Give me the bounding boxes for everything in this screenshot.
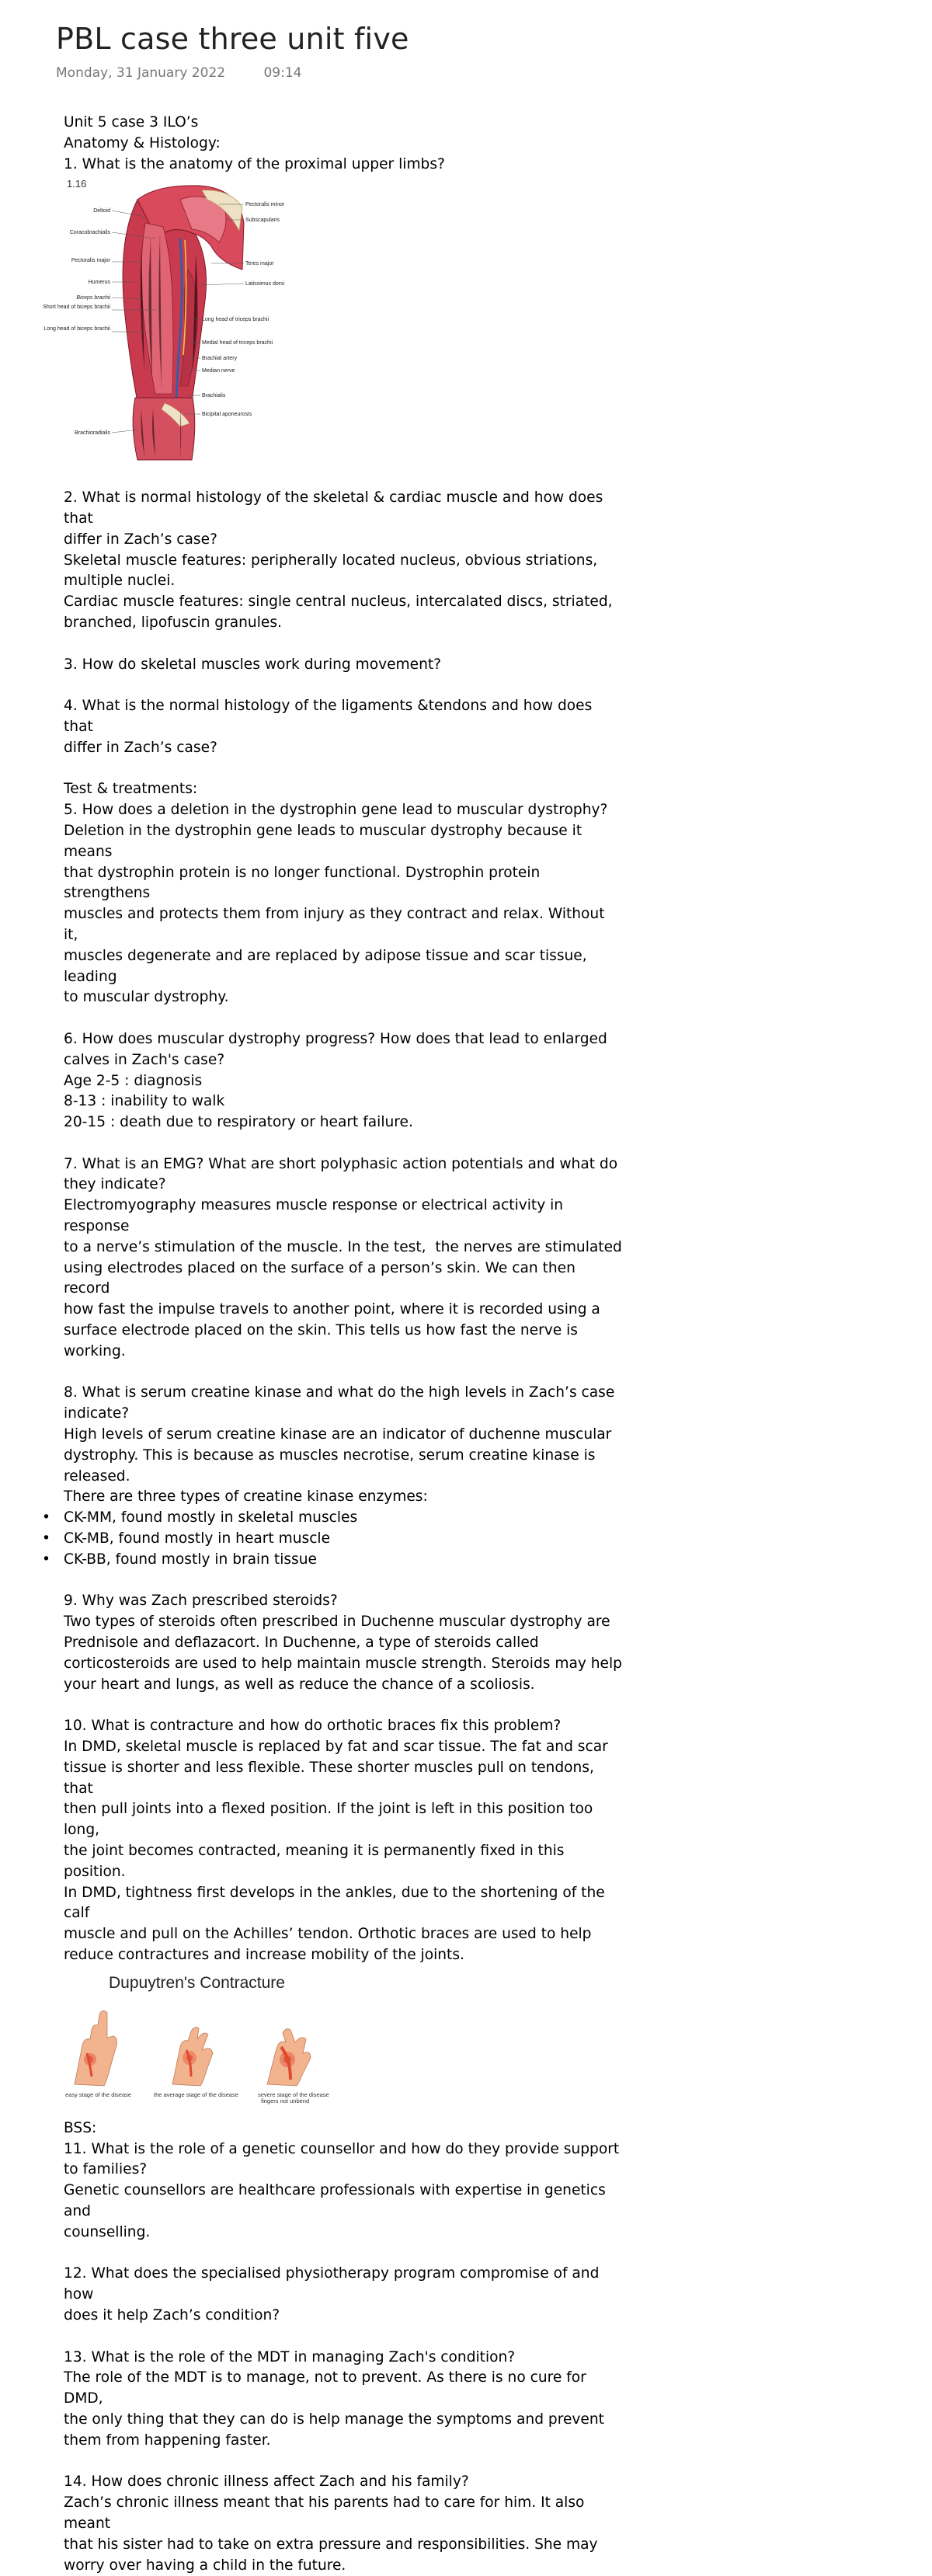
figure-title: Dupuytren's Contracture: [109, 1974, 285, 1992]
answer-9-line: Two types of steroids often prescribed in Duchenne muscular dystrophy are: [64, 1612, 623, 1633]
page-date: Monday, 31 January 2022: [56, 65, 225, 81]
anatomy-label: Deltoid: [93, 208, 110, 214]
answer-8-line: High levels of serum creatine kinase are an indicator of duchenne muscular: [64, 1425, 623, 1446]
ilo-heading: Unit 5 case 3 ILO’s: [64, 113, 623, 134]
page-time: 09:14: [263, 65, 301, 81]
question-1: 1. What is the anatomy of the proximal upper limbs?: [64, 155, 623, 176]
question-6: 6. How does muscular dystrophy progress? How does that lead to enlarged: [64, 1029, 623, 1050]
answer-10-line: In DMD, tightness first develops in the ankles, due to the shortening of the calf: [64, 1883, 623, 1925]
upper-limb-anatomy-illustration: [64, 176, 297, 464]
page-title: PBL case three unit five: [56, 22, 409, 56]
anatomy-label: Biceps brachii: [76, 295, 110, 301]
note-content[interactable]: [64, 113, 623, 2576]
anatomy-label: Subscapularis: [245, 218, 280, 223]
question-13: 13. What is the role of the MDT in managing Zach's condition?: [64, 2348, 623, 2369]
hand-stage-2: [172, 2027, 213, 2085]
anatomy-label: Bicipital aponeurosis: [202, 412, 252, 417]
upper-limb-anatomy-figure: [64, 176, 297, 464]
answer-8-line: released.: [64, 1467, 623, 1488]
question-5: 5. How does a deletion in the dystrophin gene lead to muscular dystrophy?: [64, 800, 623, 821]
question-12: 12. What does the specialised physiotherapy program compromise of and how: [64, 2264, 623, 2306]
creatine-kinase-list: [64, 1508, 623, 1570]
anatomy-label: Long head of triceps brachii: [202, 317, 269, 322]
answer-2-cardiac-cont: branched, lipofuscin granules.: [64, 613, 623, 634]
list-item: • CK-BB, found mostly in brain tissue: [64, 1550, 623, 1571]
anatomy-label: Teres major: [245, 261, 274, 266]
answer-10-line: tissue is shorter and less flexible. These shorter muscles pull on tendons, that: [64, 1758, 623, 1800]
answer-7-line: how fast the impulse travels to another point, where it is recorded using a: [64, 1300, 623, 1321]
question-7-cont: they indicate?: [64, 1175, 623, 1196]
figure-number: 1.16: [67, 178, 86, 190]
anatomy-label: Pectoralis major: [71, 258, 111, 263]
answer-10-line: the joint becomes contracted, meaning it is permanently fixed in this position.: [64, 1841, 623, 1883]
anatomy-label: Brachioradialis: [75, 430, 110, 436]
answer-10-line: reduce contractures and increase mobility of the joints.: [64, 1945, 623, 1966]
figure-caption: fingers not unbend: [261, 2097, 309, 2104]
question-10: 10. What is contracture and how do orthotic braces fix this problem?: [64, 1716, 623, 1737]
section-heading-anatomy: Anatomy & Histology:: [64, 134, 623, 155]
answer-9-line: Prednisole and deflazacort. In Duchenne, a type of steroids called: [64, 1633, 623, 1654]
answer-14-line: Zach’s chronic illness meant that his parents had to care for him. It also meant: [64, 2493, 623, 2535]
question-8-cont: indicate?: [64, 1404, 623, 1425]
answer-6-line: 20-15 : death due to respiratory or heart failure.: [64, 1112, 623, 1133]
question-9: 9. Why was Zach prescribed steroids?: [64, 1591, 623, 1612]
answer-7-line: Electromyography measures muscle response or electrical activity in response: [64, 1196, 623, 1238]
anatomy-label: Coracobrachialis: [70, 230, 111, 235]
list-item: • CK-MM, found mostly in skeletal muscles: [64, 1508, 623, 1529]
question-4-cont: differ in Zach’s case?: [64, 738, 623, 759]
answer-14-line: that his sister had to take on extra pressure and responsibilities. She may: [64, 2535, 623, 2556]
answer-13-line: The role of the MDT is to manage, not to prevent. As there is no cure for DMD,: [64, 2368, 623, 2410]
section-heading-bss: BSS:: [64, 2118, 623, 2139]
answer-5-line: muscles degenerate and are replaced by adipose tissue and scar tissue, leading: [64, 946, 623, 988]
answer-9-line: corticosteroids are used to help maintain muscle strength. Steroids may help: [64, 1654, 623, 1675]
figure-caption: severe stage of the disease: [258, 2091, 329, 2098]
answer-10-line: In DMD, skeletal muscle is replaced by fat and scar tissue. The fat and scar: [64, 1737, 623, 1758]
answer-7-line: using electrodes placed on the surface of a person’s skin. We can then record: [64, 1258, 623, 1300]
anatomy-label: Pectoralis minor: [245, 202, 285, 207]
answer-8-line: There are three types of creatine kinase enzymes:: [64, 1487, 623, 1508]
answer-10-line: then pull joints into a flexed position. If the joint is left in this position too long,: [64, 1799, 623, 1841]
anatomy-label: Latissimus dorsi: [245, 281, 285, 287]
anatomy-label: Long head of biceps brachii: [43, 326, 110, 332]
answer-2-skeletal: Skeletal muscle features: peripherally located nucleus, obvious striations,: [64, 551, 623, 572]
question-4: 4. What is the normal histology of the ligaments &tendons and how does that: [64, 696, 623, 738]
anatomy-label: Medial head of triceps brachii: [202, 340, 273, 346]
hand-stage-1: [75, 2010, 117, 2086]
answer-5-line: Deletion in the dystrophin gene leads to muscular dystrophy because it means: [64, 821, 623, 863]
answer-7-line: surface electrode placed on the skin. This tells us how fast the nerve is: [64, 1321, 623, 1342]
question-11: 11. What is the role of a genetic counsellor and how do they provide support: [64, 2139, 623, 2160]
section-heading-tests: Test & treatments:: [64, 779, 623, 800]
answer-13-line: the only thing that they can do is help manage the symptoms and prevent: [64, 2410, 623, 2431]
answer-7-line: working.: [64, 1342, 623, 1363]
question-6-cont: calves in Zach's case?: [64, 1050, 623, 1071]
answer-2-cardiac: Cardiac muscle features: single central nucleus, intercalated discs, striated,: [64, 592, 623, 613]
answer-6-line: Age 2-5 : diagnosis: [64, 1071, 623, 1092]
hand-stage-3: [267, 2028, 311, 2085]
question-7: 7. What is an EMG? What are short polyphasic action potentials and what do: [64, 1154, 623, 1175]
answer-5-line: that dystrophin protein is no longer functional. Dystrophin protein strengthens: [64, 863, 623, 905]
list-item: • CK-MB, found mostly in heart muscle: [64, 1529, 623, 1550]
answer-5-line: muscles and protects them from injury as they contract and relax. Without it,: [64, 904, 623, 946]
question-8: 8. What is serum creatine kinase and what do the high levels in Zach’s case: [64, 1383, 623, 1404]
answer-2-skeletal-cont: multiple nuclei.: [64, 571, 623, 592]
answer-7-line: to a nerve’s stimulation of the muscle. In the test, the nerves are stimulated: [64, 1238, 623, 1258]
figure-caption: easy stage of the disease: [65, 2091, 131, 2098]
page-meta: [56, 65, 301, 81]
anatomy-label: Short head of biceps brachii: [43, 305, 110, 310]
anatomy-label: Brachial artery: [202, 356, 238, 361]
dupuytren-contracture-illustration: [64, 1971, 343, 2103]
answer-6-line: 8-13 : inability to walk: [64, 1091, 623, 1112]
answer-13-line: them from happening faster.: [64, 2431, 623, 2452]
question-11-cont: to families?: [64, 2160, 623, 2181]
answer-11-line: Genetic counsellors are healthcare professionals with expertise in genetics and: [64, 2181, 623, 2223]
answer-5-line: to muscular dystrophy.: [64, 987, 623, 1008]
answer-11-line: counselling.: [64, 2223, 623, 2244]
anatomy-label: Median nerve: [202, 368, 235, 374]
answer-10-line: muscle and pull on the Achilles’ tendon. Orthotic braces are used to help: [64, 1924, 623, 1945]
dupuytren-contracture-figure: [64, 1971, 343, 2103]
anatomy-label: Humerus: [89, 280, 111, 285]
question-2-cont: differ in Zach’s case?: [64, 530, 623, 551]
question-12-cont: does it help Zach’s condition?: [64, 2306, 623, 2327]
answer-14-line: worry over having a child in the future.: [64, 2556, 623, 2576]
question-2: 2. What is normal histology of the skeletal & cardiac muscle and how does that: [64, 488, 623, 530]
answer-9-line: your heart and lungs, as well as reduce the chance of a scoliosis.: [64, 1675, 623, 1696]
figure-caption: the average stage of the disease: [154, 2091, 238, 2098]
anatomy-label: Brachialis: [202, 393, 226, 399]
question-14: 14. How does chronic illness affect Zach and his family?: [64, 2472, 623, 2493]
answer-8-line: dystrophy. This is because as muscles necrotise, serum creatine kinase is: [64, 1446, 623, 1467]
question-3: 3. How do skeletal muscles work during movement?: [64, 655, 623, 676]
